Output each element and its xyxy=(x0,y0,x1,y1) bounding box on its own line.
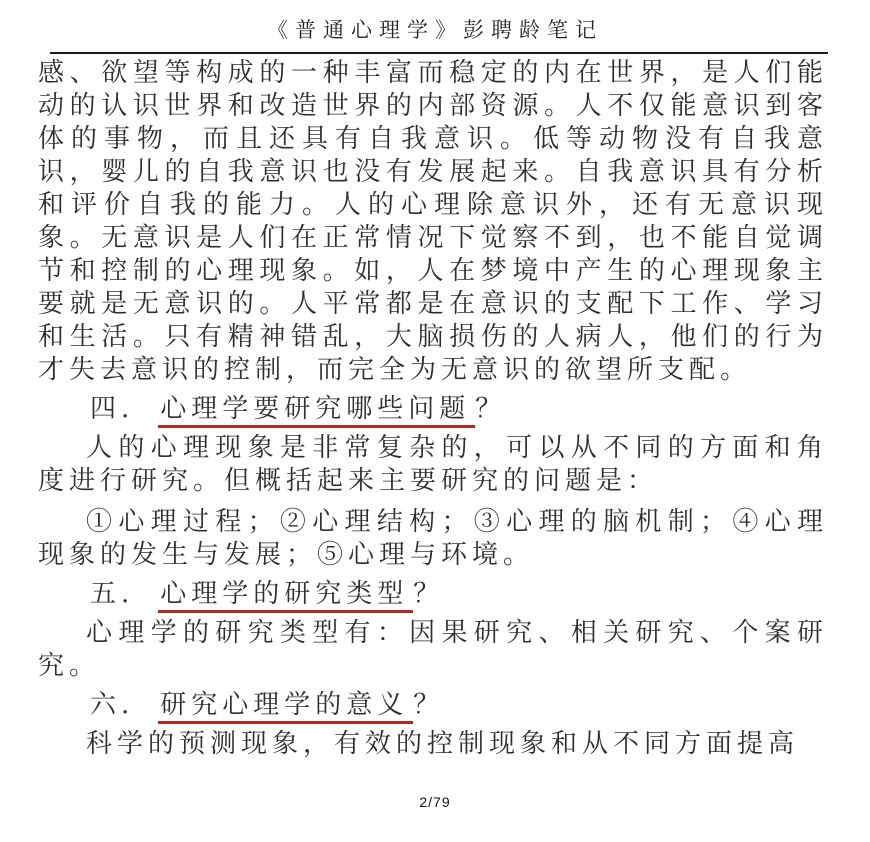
section-four-question-mark: ？ xyxy=(475,394,507,424)
section-six-title: 研究心理学的意义 xyxy=(158,690,413,724)
section-heading-six xyxy=(38,689,828,722)
section-five-paragraph: 心理学的研究类型有：因果研究、相关研究、个案研究。 xyxy=(38,618,828,681)
section-heading-four xyxy=(38,393,828,426)
page-header xyxy=(0,0,870,44)
paragraph-consciousness: 感、欲望等构成的一种丰富而稳定的内在世界，是人们能动的认识世界和改造世界的内部资源。人不仅能意识到客体的事物，而且还具有自我意识。低等动物没有自我意识，婴儿的自我意识也没有发展起来。自我意识具有分析和评价自我的能力。人的心理除意识外，还有无意识现象。无意识是人们在正常情况下觉察不到，也不能自觉调节和控制的心理现象。如，人在梦境中产生的心理现象主要就是无意识的。人平常都是在意识的支配下工作、学习和生活。只有精神错乱，大脑损伤的人病人，他们的行为才失去意识的控制，而完全为无意识的欲望所支配。 xyxy=(38,58,828,385)
section-six-question-mark: ？ xyxy=(413,690,445,720)
section-five-question-mark: ？ xyxy=(413,579,445,609)
page-title: 《普通心理学》彭聘龄笔记 xyxy=(267,18,603,42)
section-four-list: ①心理过程；②心理结构；③心理的脑机制；④心理现象的发生与发展；⑤心理与环境。 xyxy=(38,507,828,570)
section-four-title: 心理学要研究哪些问题 xyxy=(158,394,475,428)
section-four-paragraph: 人的心理现象是非常复杂的，可以从不同的方面和角度进行研究。但概括起来主要研究的问题是： xyxy=(38,433,828,496)
section-six-number: 六. xyxy=(90,690,135,720)
section-five-number: 五. xyxy=(90,579,135,609)
section-heading-five xyxy=(38,578,828,611)
page-number: 2/79 xyxy=(419,794,451,810)
section-five-title: 心理学的研究类型 xyxy=(158,579,413,613)
page-body xyxy=(38,57,828,761)
header-divider xyxy=(50,52,828,54)
section-six-paragraph: 科学的预测现象，有效的控制现象和从不同方面提高 xyxy=(86,729,800,759)
section-four-number: 四. xyxy=(90,394,135,424)
